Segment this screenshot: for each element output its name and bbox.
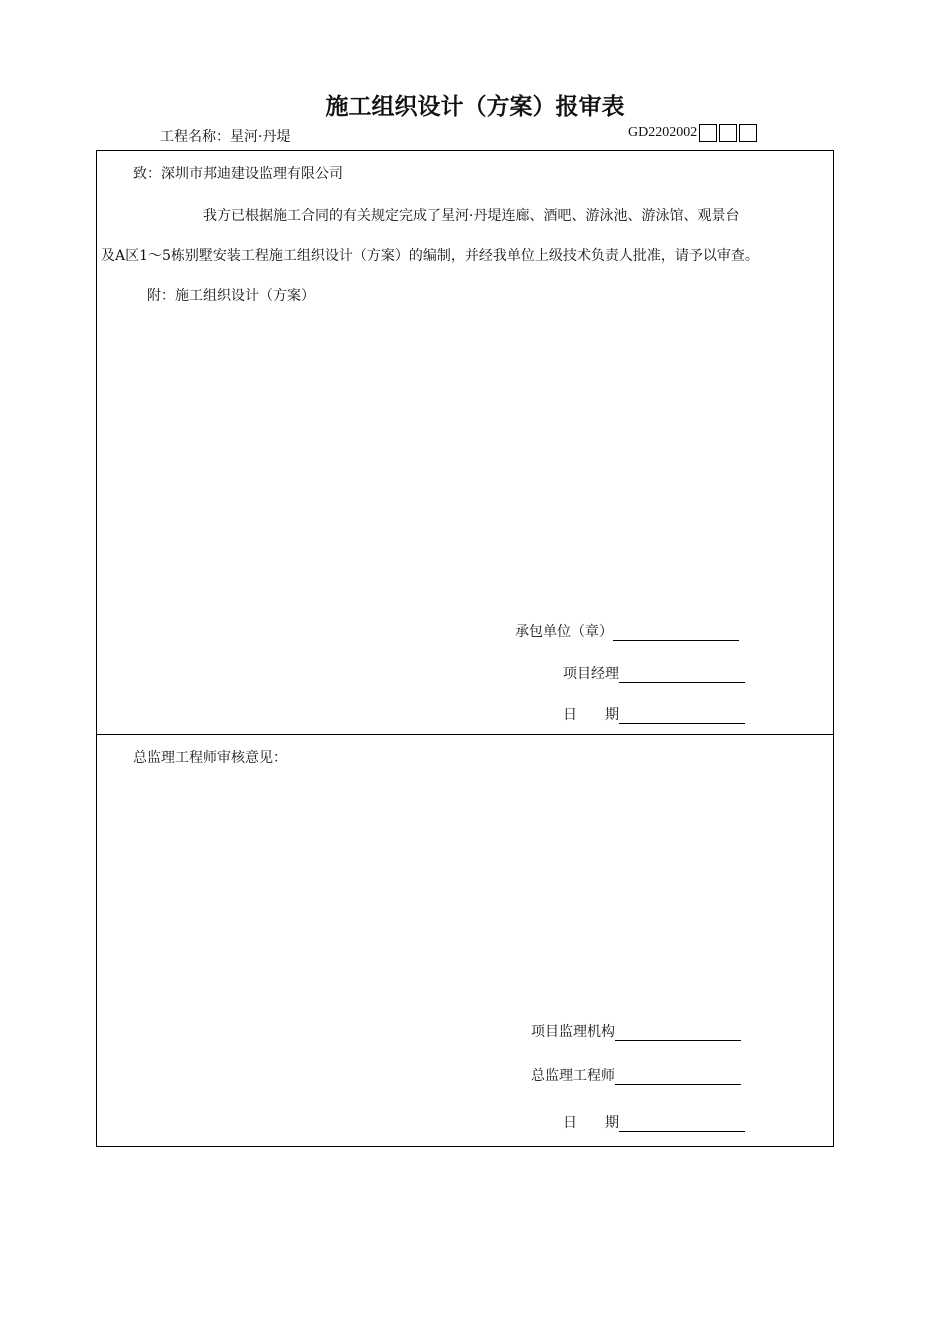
signature-manager-label: 项目经理: [563, 666, 619, 682]
signature-contractor-label: 承包单位（章）: [515, 624, 613, 640]
signature-chief-engineer: [531, 1065, 741, 1085]
page-title: 施工组织设计（方案）报审表: [325, 94, 625, 120]
signature-date-2-label: 日 期: [563, 1115, 619, 1131]
signature-supervision-org-line[interactable]: [615, 1025, 741, 1041]
attachment-note: 附：施工组织设计（方案）: [147, 288, 315, 304]
section-divider: [97, 734, 833, 735]
statement-line-1: 我方已根据施工合同的有关规定完成了星河·丹堤连廊、酒吧、游泳池、游泳馆、观景台: [203, 208, 740, 224]
signature-contractor: [515, 621, 739, 641]
signature-date-1-label: 日 期: [563, 707, 619, 723]
code-box-3[interactable]: [739, 124, 757, 142]
statement-line-2: 及A区1～5栋别墅安装工程施工组织设计（方案）的编制，并经我单位上级技术负责人批准，请予以审查。: [101, 248, 759, 264]
review-heading: 总监理工程师审核意见：: [133, 750, 287, 766]
signature-date-1-line[interactable]: [619, 708, 745, 724]
code-box-2[interactable]: [719, 124, 737, 142]
signature-chief-engineer-line[interactable]: [615, 1069, 741, 1085]
doc-code-group: [628, 124, 757, 142]
signature-date-1: [563, 704, 745, 724]
doc-code: GD2202002: [628, 125, 698, 140]
signature-manager-line[interactable]: [619, 667, 745, 683]
signature-supervision-org-label: 项目监理机构: [531, 1024, 615, 1040]
signature-chief-engineer-label: 总监理工程师: [531, 1068, 615, 1084]
signature-manager: [563, 663, 745, 683]
code-box-1[interactable]: [699, 124, 717, 142]
form-frame: [96, 150, 834, 1147]
project-name: 工程名称：星河·丹堤: [160, 129, 291, 145]
signature-date-2-line[interactable]: [619, 1116, 745, 1132]
addressee: 致：深圳市邦迪建设监理有限公司: [133, 166, 343, 182]
signature-contractor-line[interactable]: [613, 625, 739, 641]
signature-supervision-org: [531, 1021, 741, 1041]
signature-date-2: [563, 1112, 745, 1132]
